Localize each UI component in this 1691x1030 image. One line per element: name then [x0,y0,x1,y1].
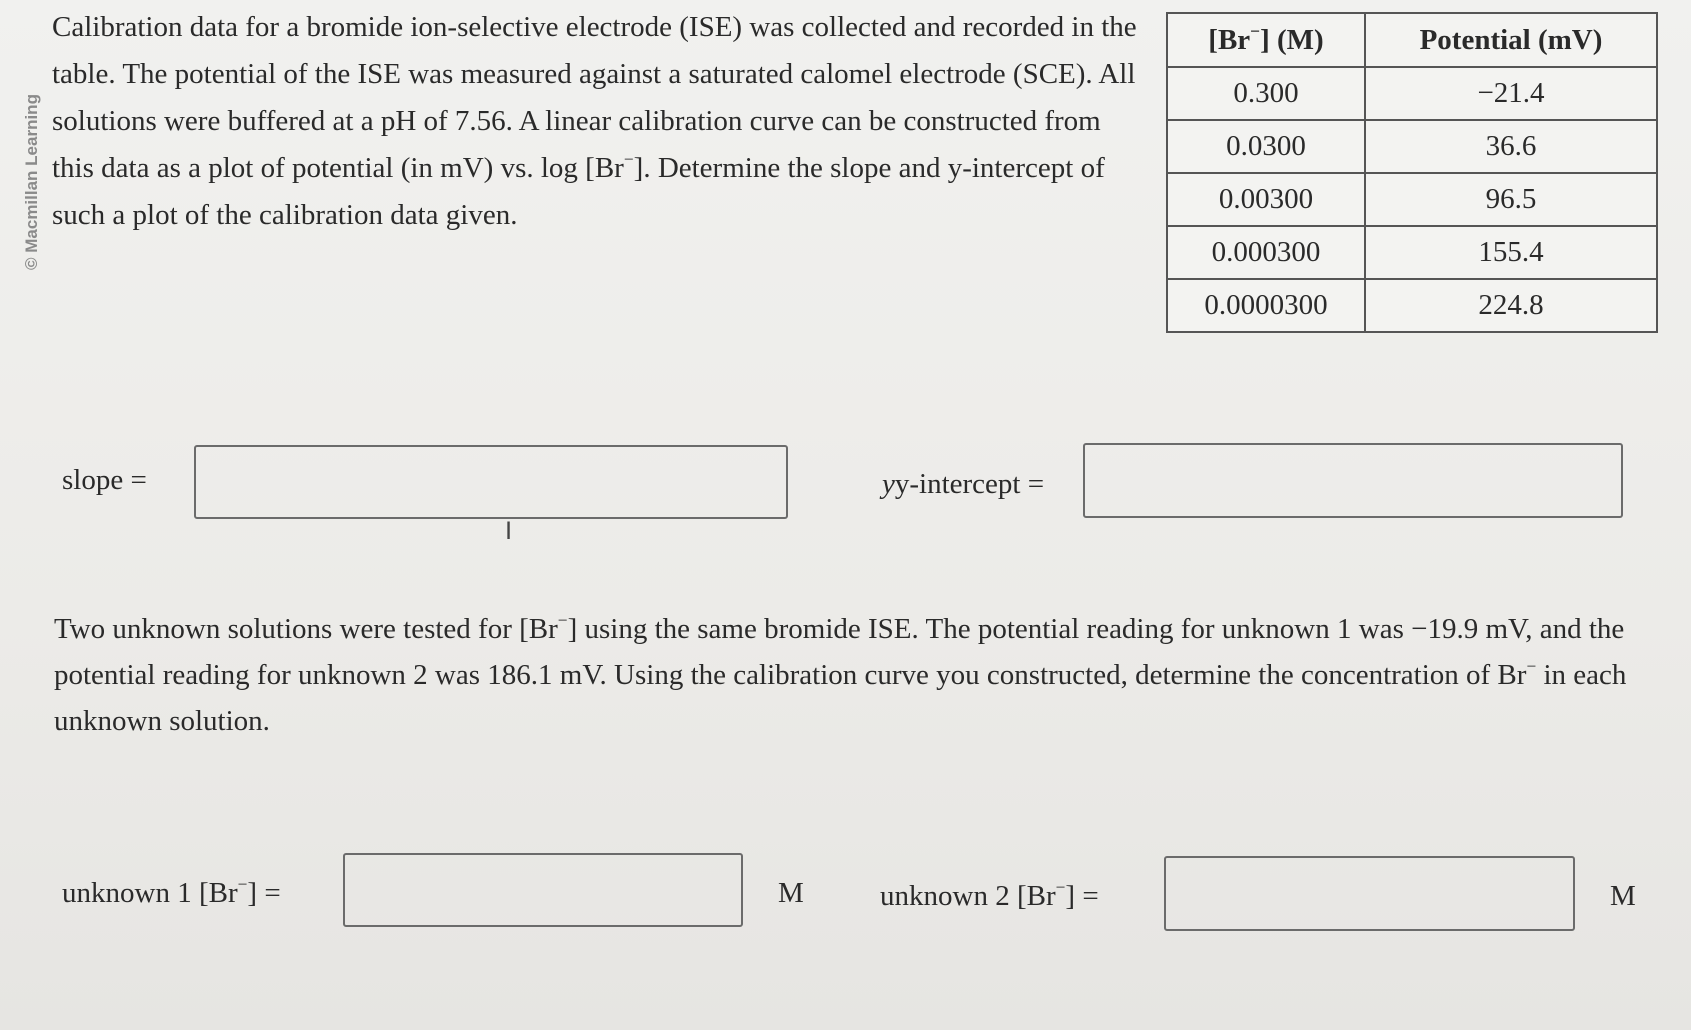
unknown-1-unit: M [778,877,804,909]
unknown-2-unit: M [1610,880,1636,912]
unknowns-description [54,606,1664,744]
calibration-table [1166,12,1658,333]
cell-potential: 96.5 [1365,173,1657,226]
intro-paragraph [52,4,1142,239]
unknowns-paragraph [54,606,1664,744]
cell-concentration: 0.300 [1167,67,1365,120]
header-concentration: [Br−] (M) [1167,13,1365,67]
table-row [1167,120,1657,173]
intro-superscript: − [623,148,634,169]
slope-label: slope = [62,464,147,496]
unknown-2-label: unknown 2 [Br−] = [880,876,1099,912]
question-intro [52,4,1142,239]
table-header-row [1167,13,1657,67]
unknowns-superscript-1: − [557,609,568,630]
table-row [1167,226,1657,279]
text-cursor-icon: I [505,517,513,545]
header-potential: Potential (mV) [1365,13,1657,67]
cell-concentration: 0.00300 [1167,173,1365,226]
unknown-1-label: unknown 1 [Br−] = [62,873,281,909]
table-row [1167,279,1657,332]
unknowns-text-1: Two unknown solutions were tested for [Br [54,613,558,645]
copyright-credit: © Macmillan Learning [22,94,41,270]
unknowns-superscript-2: − [1526,655,1537,676]
unknowns-text-2: ] using the same bromide ISE. The potential reading for unknown 1 was −19.9 mV, and the potential reading for unknown 2 was 186.1 mV. Using the calibration curve you constructed, determine the concentration of Br [54,613,1625,691]
unknown-2-input[interactable] [1164,856,1575,931]
cell-concentration: 0.000300 [1167,226,1365,279]
intro-text-1: Calibration data for a bromide ion-selective electrode (ISE) was collected and recorded in the table. The potential of the ISE was measured against a saturated calomel electrode (SCE). All solutions were buffered at a pH of 7.56. A linear calibration curve can be constructed from this data as a plot of potential (in mV) vs. log [Br [52,11,1137,184]
cell-potential: 224.8 [1365,279,1657,332]
y-intercept-label: yy-intercept = [882,468,1045,500]
cell-potential: 36.6 [1365,120,1657,173]
y-intercept-input[interactable] [1083,443,1623,518]
table-row [1167,67,1657,120]
cell-potential: 155.4 [1365,226,1657,279]
slope-input[interactable] [194,445,788,519]
unknowns-text-3: in each unknown solution. [54,659,1627,737]
cell-potential: −21.4 [1365,67,1657,120]
intro-text-2: ]. Determine the slope and y-intercept of such a plot of the calibration data given. [52,152,1105,231]
unknown-1-input[interactable] [343,853,743,927]
cell-concentration: 0.0300 [1167,120,1365,173]
cell-concentration: 0.0000300 [1167,279,1365,332]
y-intercept-label-text: y-intercept = [894,468,1045,500]
table-row [1167,173,1657,226]
